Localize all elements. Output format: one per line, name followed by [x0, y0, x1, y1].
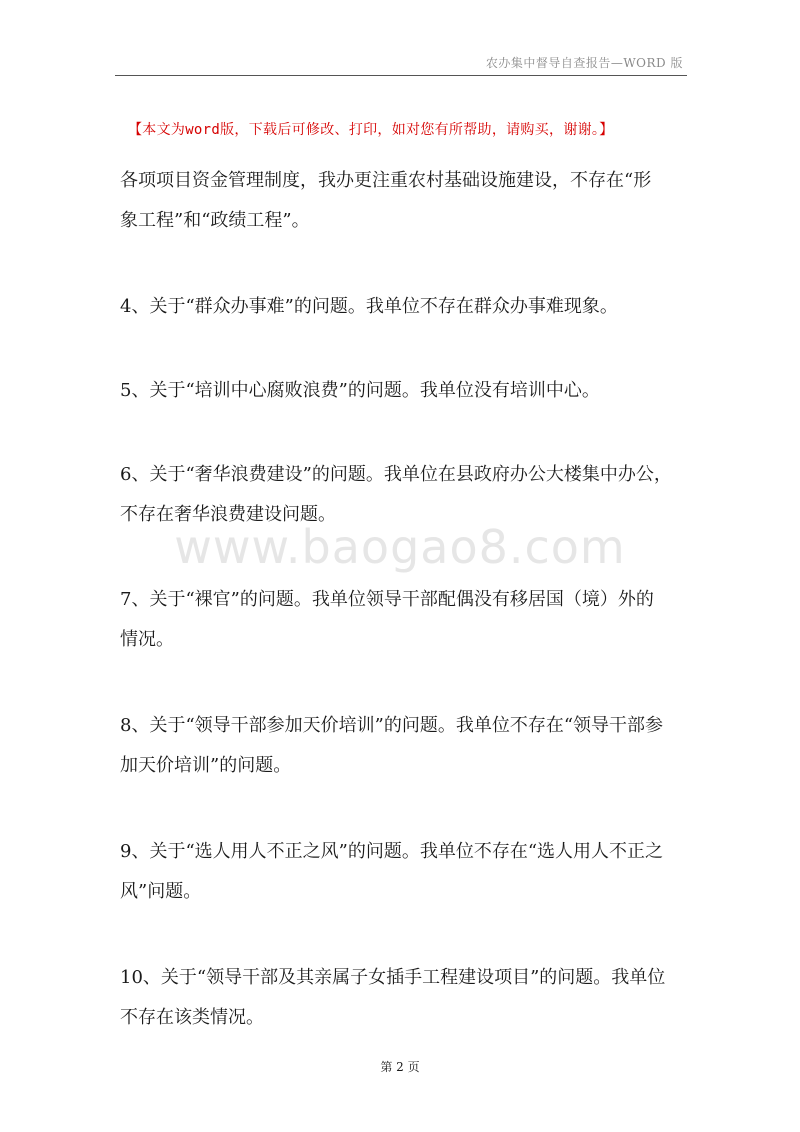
paragraph-item-9 [120, 832, 690, 912]
paragraph-line: 各项项目资金管理制度，我办更注重农村基础设施建设，不存在“形 [120, 170, 652, 191]
paragraph-line: 7、关于“裸官”的问题。我单位领导干部配偶没有移居国（境）外的 [120, 589, 654, 610]
paragraph-item-4 [120, 287, 690, 327]
paragraph-line: 4、关于“群众办事难”的问题。我单位不存在群众办事难现象。 [120, 296, 618, 317]
watermark: www.baogao8.com [174, 520, 626, 574]
paragraph-item-8 [120, 706, 690, 786]
paragraph-line: 10、关于“领导干部及其亲属子女插手工程建设项目”的问题。我单位 [120, 967, 666, 988]
paragraph-line: 风”问题。 [120, 881, 202, 902]
paragraph-item-5 [120, 371, 690, 411]
paragraph-line: 情况。 [120, 629, 174, 650]
paragraph-line: 9、关于“选人用人不正之风”的问题。我单位不存在“选人用人不正之 [120, 841, 664, 862]
header-divider [115, 75, 687, 76]
paragraph-item-7 [120, 580, 690, 660]
paragraph-line: 6、关于“奢华浪费建设”的问题。我单位在县政府办公大楼集中办公， [120, 464, 672, 485]
running-header: 农办集中督导自查报告—WORD 版 [485, 56, 683, 70]
paragraph-line: 加天价培训”的问题。 [120, 755, 292, 776]
paragraph-item-10 [120, 958, 690, 1038]
paragraph-line: 8、关于“领导干部参加天价培训”的问题。我单位不存在“领导干部参 [120, 715, 664, 736]
paragraph-line: 不存在奢华浪费建设问题。 [120, 504, 336, 525]
paragraph-continuation [120, 161, 690, 241]
page-number: 第 2 页 [380, 1060, 420, 1074]
purchase-notice: 【本文为word版，下载后可修改、打印，如对您有所帮助，请购买，谢谢。】 [128, 122, 614, 138]
paragraph-line: 象工程”和“政绩工程”。 [120, 210, 310, 231]
paragraph-line: 不存在该类情况。 [120, 1007, 264, 1028]
paragraph-line: 5、关于“培训中心腐败浪费”的问题。我单位没有培训中心。 [120, 380, 600, 401]
